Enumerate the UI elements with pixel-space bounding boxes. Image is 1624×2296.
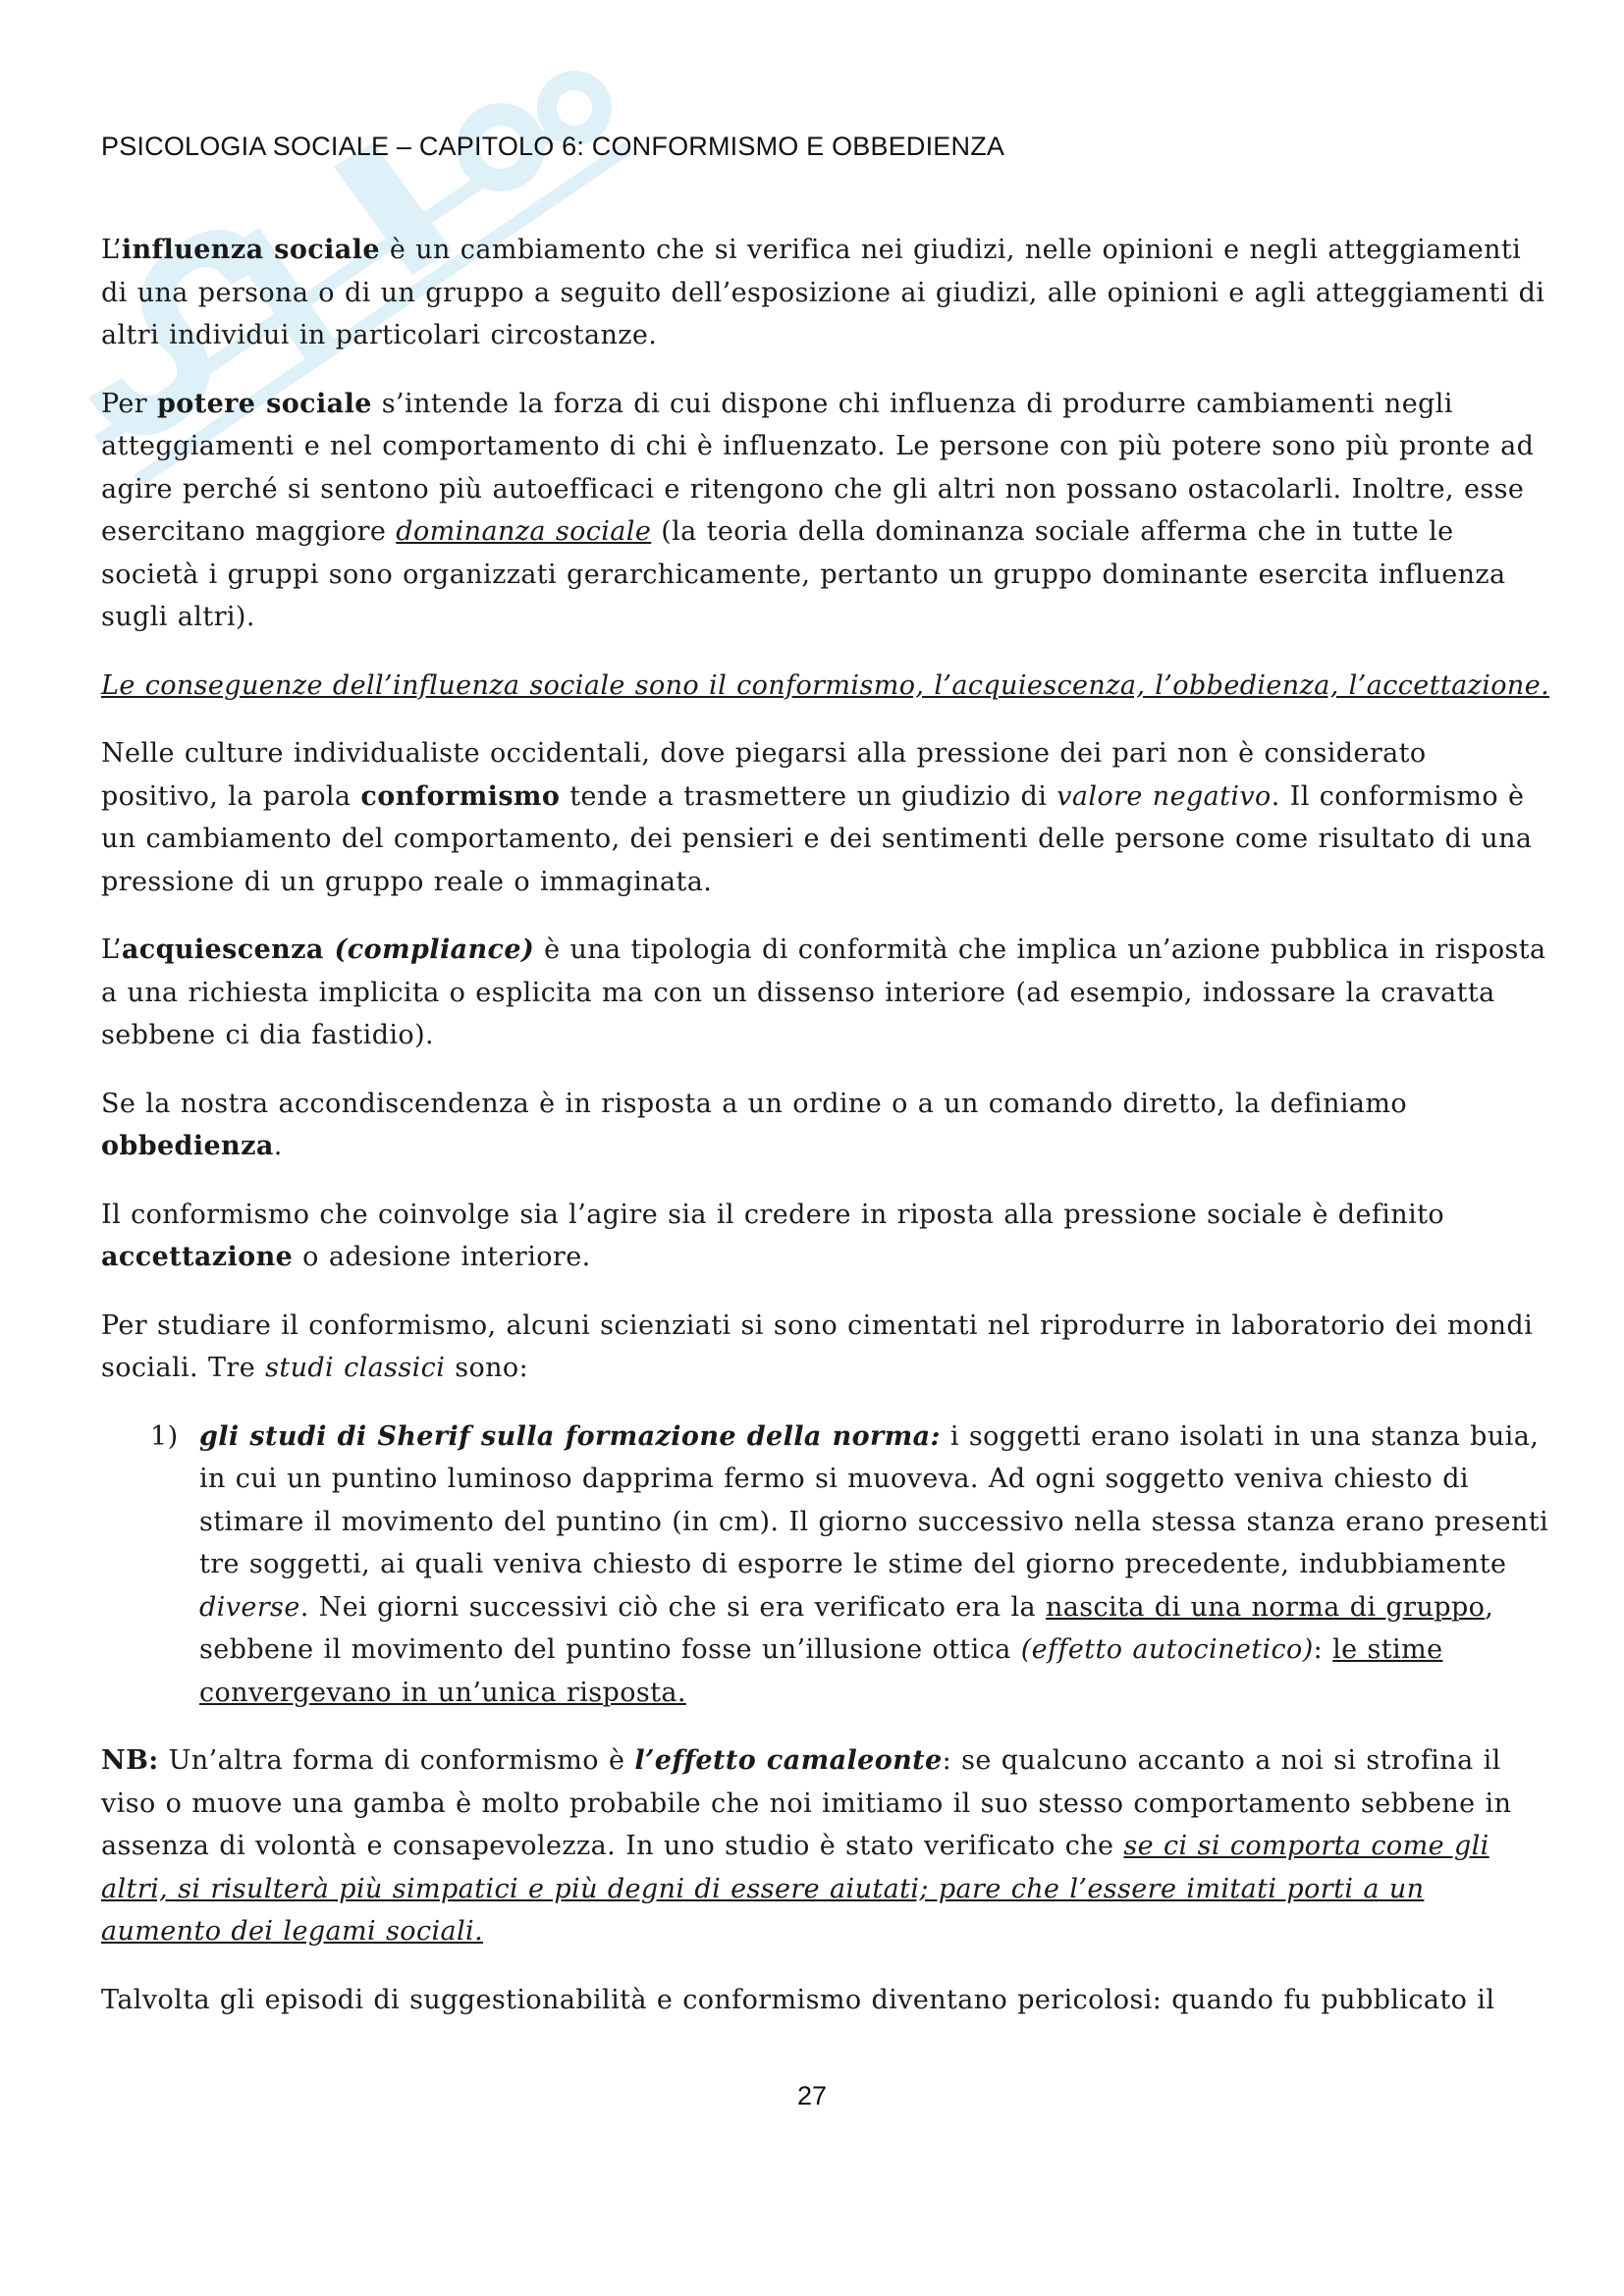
paragraph-acquiescenza — [101, 929, 1552, 1057]
paragraph-obbedienza — [101, 1083, 1552, 1168]
term-accettazione: accettazione — [101, 1242, 294, 1272]
paragraph-suggestionabilita: Talvolta gli episodi di suggestionabilità e conformismo diventano pericolosi: quando fu pubblicato il — [101, 1984, 1495, 2015]
term-conformismo: conformismo — [360, 780, 561, 812]
text: Nelle culture individualiste occidentali, dove piegarsi alla pressione dei pari non è considerato positivo, la parola — [101, 738, 1427, 812]
emphasis-diverse: diverse — [199, 1591, 300, 1623]
term-potere-sociale: potere sociale — [157, 388, 372, 419]
text: Un’altra forma di conformismo è — [158, 1745, 635, 1776]
underline-imitazione: se ci si comporta come gli altri, si risulterà più simpatici e più degni di essere aiutati; pare che l’essere imitati porti a un aumento dei legami sociali. — [101, 1831, 1489, 1947]
text: . Il conformismo è un cambiamento del comportamento, dei pensieri e dei sentimenti delle persone come risultato di una pressione di un gruppo reale o immaginata. — [101, 780, 1533, 897]
term-compliance: (compliance) — [323, 934, 535, 965]
emphasis-studi-classici: studi classici — [265, 1353, 446, 1383]
text: (la teoria della dominanza sociale afferma che in tutte le società i gruppi sono organizzati gerarchicamente, pertanto un gruppo dominante esercita influenza sugli altri). — [101, 516, 1506, 632]
term-influenza-sociale: influenza sociale — [121, 235, 380, 265]
text: è un cambiamento che si verifica nei giudizi, nelle opinioni e negli atteggiamenti di una persona o di un gruppo a seguito dell’esposizione ai giudizi, alle opinioni e agli atteggiamenti di altri individui in particolari circostanze. — [101, 235, 1545, 350]
text: L’ — [101, 235, 122, 265]
text: Per — [101, 388, 158, 419]
term-effetto-camaleonte: l’effetto camaleonte — [634, 1745, 943, 1776]
paragraph-effetto-camaleonte — [101, 1739, 1552, 1953]
text: L’ — [101, 934, 122, 965]
text: . — [273, 1131, 283, 1161]
studies-list — [101, 1415, 1552, 1715]
document-body — [101, 229, 1552, 2047]
emphasis-effetto-autocinetico: (effetto autocinetico) — [1020, 1634, 1314, 1665]
text: sono: — [445, 1353, 529, 1383]
list-number: 1) — [150, 1420, 179, 1452]
note-label: NB: — [101, 1745, 159, 1776]
paragraph-conseguenze: Le conseguenze dell’influenza sociale sono il conformismo, l’acquiescenza, l’obbedienza, l’accettazione. — [101, 669, 1550, 701]
term-obbedienza: obbedienza — [101, 1131, 274, 1161]
text: tende a trasmettere un giudizio di — [560, 780, 1057, 812]
paragraph-studi-classici — [101, 1305, 1552, 1390]
text: . Nei giorni successivi ciò che si era verificato era la — [299, 1591, 1046, 1623]
text: Se la nostra accondiscendenza è in risposta a un ordine o a un comando diretto, la definiamo — [101, 1088, 1408, 1119]
document-header: PSICOLOGIA SOCIALE – CAPITOLO 6: CONFORMISMO E OBBEDIENZA — [101, 132, 1005, 161]
paragraph-conformismo — [101, 732, 1552, 903]
term-dominanza-sociale: dominanza sociale — [396, 516, 652, 547]
text: , sebbene il movimento del puntino fosse un’illusione ottica — [199, 1591, 1494, 1665]
text: Il conformismo che coinvolge sia l’agire sia il credere in riposta alla pressione sociale è definito — [101, 1199, 1445, 1230]
underline-norma-di-gruppo: nascita di una norma di gruppo — [1045, 1591, 1486, 1623]
text: s’intende la forza di cui dispone chi influenza di produrre cambiamenti negli atteggiamenti e nel comportamento di chi è influenzato. Le persone con più potere sono più pronte ad agire perché si sentono più autoefficaci e ritengono che gli altri non possano ostacolarli. Inoltre, esse esercitano maggiore — [101, 388, 1535, 547]
list-item — [101, 1415, 1552, 1715]
text: i soggetti erano isolati in una stanza buia, in cui un puntino luminoso dapprima fermo si muoveva. Ad ogni soggetto veniva chiesto di stimare il movimento del puntino (in cm). Il giorno successivo nella stessa stanza erano presenti tre soggetti, ai quali veniva chiesto di esporre le stime del giorno precedente, indubbiamente — [199, 1420, 1549, 1579]
term-studi-sherif: gli studi di Sherif sulla formazione della norma: — [199, 1420, 941, 1452]
text: Per studiare il conformismo, alcuni scienziati si sono cimentati nel riprodurre in laboratorio dei mondi sociali. Tre — [101, 1309, 1534, 1383]
paragraph-potere-sociale — [101, 383, 1552, 639]
page-number: 27 — [796, 2081, 828, 2110]
term-acquiescenza: acquiescenza — [121, 934, 324, 965]
underline-stime-convergevano: le stime convergevano in un’unica risposta. — [199, 1634, 1443, 1708]
emphasis-valore-negativo: valore negativo — [1056, 780, 1272, 812]
paragraph-accettazione — [101, 1194, 1552, 1279]
paragraph-influenza-sociale — [101, 229, 1552, 357]
text: o adesione interiore. — [293, 1242, 591, 1272]
text: è una tipologia di conformità che implica un’azione pubblica in risposta a una richiesta implicita o esplicita ma con un dissenso interiore (ad esempio, indossare la cravatta sebbene ci dia fastidio). — [101, 934, 1546, 1050]
text: : — [1313, 1634, 1333, 1665]
text: : se qualcuno accanto a noi si strofina il viso o muove una gamba è molto probabile che noi imitiamo il suo stesso comportamento sebbene in assenza di volontà e consapevolezza. In uno studio è stato verificato che — [101, 1745, 1512, 1861]
